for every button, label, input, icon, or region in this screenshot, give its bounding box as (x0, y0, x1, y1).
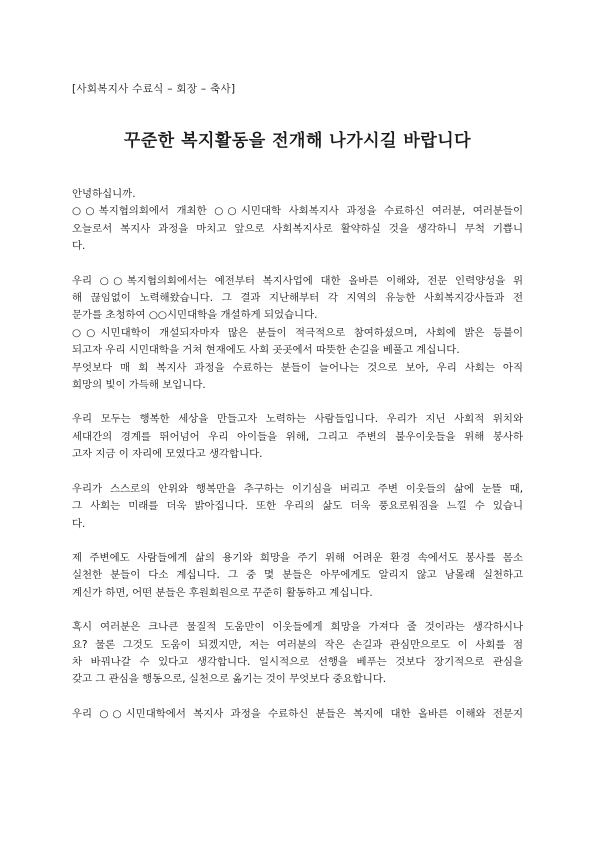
paragraph-small-help (72, 619, 523, 689)
body-line: 다. (72, 517, 86, 530)
body-line: 우리 ○○시민대학에서 복지사 과정을 수료하신 분들은 복지에 대한 올바른 이해와 전문지 (72, 707, 523, 720)
body-line: 해 끊임없이 노력해왔습니다. 그 결과 지난해부터 각 지역의 유능한 사회복지강사들과 전 (72, 292, 523, 305)
body-line: 계신가 하면, 어떤 분들은 후원회원으로 꾸준히 활동하고 계십니다. (72, 586, 373, 599)
body-line: 오늘로서 복지사 과정을 마치고 앞으로 사회복지사로 활약하실 것을 생각하니 무척 기쁩니 (72, 222, 523, 235)
body-line: 우리 ○○복지협의회에서는 예전부터 복지사업에 대한 올바른 이해와, 전문 인력양성을 위 (72, 274, 523, 287)
body-line: 그 사회는 미래를 더욱 밝아집니다. 또한 우리의 삶도 더욱 풍요로워짐을 느낄 수 있습니 (72, 500, 523, 513)
body-line: 요? 물론 그것도 도움이 되겠지만, 저는 여러분의 작은 손길과 관심만으로도 이 사회를 점 (72, 638, 523, 651)
body-line: 갖고 그 관심을 행동으로, 실천으로 옮기는 것이 무엇보다 중요합니다. (72, 673, 387, 686)
body-line: 고자 지금 이 자리에 모였다고 생각합니다. (72, 448, 263, 461)
body-line: 제 주변에도 사람들에게 삶의 용기와 희망을 주기 위해 어려운 환경 속에서도 봉사를 몸소 (72, 551, 523, 564)
body-line: 안녕하십니까. (72, 188, 136, 200)
paragraph-graduates (72, 706, 523, 723)
paragraph-happy-world (72, 411, 523, 463)
body-line: 실천한 분들이 다소 계십니다. 그 중 몇 분들은 아무에게도 알리지 않고 남몰래 실천하고 (72, 569, 523, 582)
body-line: 우리 모두는 행복한 세상을 만들고자 노력하는 사람들입니다. 우리가 지닌 사회적 위치와 (72, 413, 523, 426)
document-body (72, 186, 523, 723)
body-line: 되고자 우리 시민대학을 거쳐 현재에도 사회 곳곳에서 따뜻한 손길을 베풀고 계십니다. (72, 344, 460, 357)
body-line: 다. (72, 240, 86, 253)
paragraph-volunteers (72, 550, 523, 602)
body-line: 문가를 초청하여 ○○시민대학을 개설하게 되었습니다. (72, 309, 318, 322)
paragraph-association-history (72, 273, 523, 395)
body-line: 무엇보다 매 회 복지사 과정을 수료하는 분들이 늘어나는 것으로 보아, 우리 사회는 아직 (72, 361, 523, 374)
body-line: 희망의 빛이 가득해 보입니다. (72, 379, 206, 392)
paragraph-selfishness (72, 481, 523, 533)
document-title: 꾸준한 복지활동을 전개해 나가시길 바랍니다 (123, 131, 472, 151)
body-line: 우리가 스스로의 안위와 행복만을 추구하는 이기심을 버리고 주변 이웃들의 삶에 눈뜰 때, (72, 482, 523, 495)
body-line: ○○시민대학이 개설되자마자 많은 분들이 적극적으로 참여하셨으며, 사회에 밝은 등불이 (72, 326, 523, 339)
paragraph-greeting (72, 186, 523, 256)
document-category-tag: [사회복지사 수료식 – 회장 – 축사] (72, 83, 236, 95)
body-line: 세대간의 경계를 뛰어넘어 우리 아이들을 위해, 그리고 주변의 불우이웃들을 위해 봉사하 (72, 430, 523, 443)
body-line: 혹시 여러분은 크나큰 물질적 도움만이 이웃들에게 희망을 가져다 줄 것이라는 생각하시나 (72, 621, 523, 634)
body-line: 차 바꿔나갈 수 있다고 생각합니다. 일시적으로 선행을 베푸는 것보다 장기적으로 관심을 (72, 655, 523, 668)
body-line: ○○복지협의회에서 개최한 ○○시민대학 사회복지사 과정을 수료하신 여러분, 여러분들이 (72, 205, 523, 218)
